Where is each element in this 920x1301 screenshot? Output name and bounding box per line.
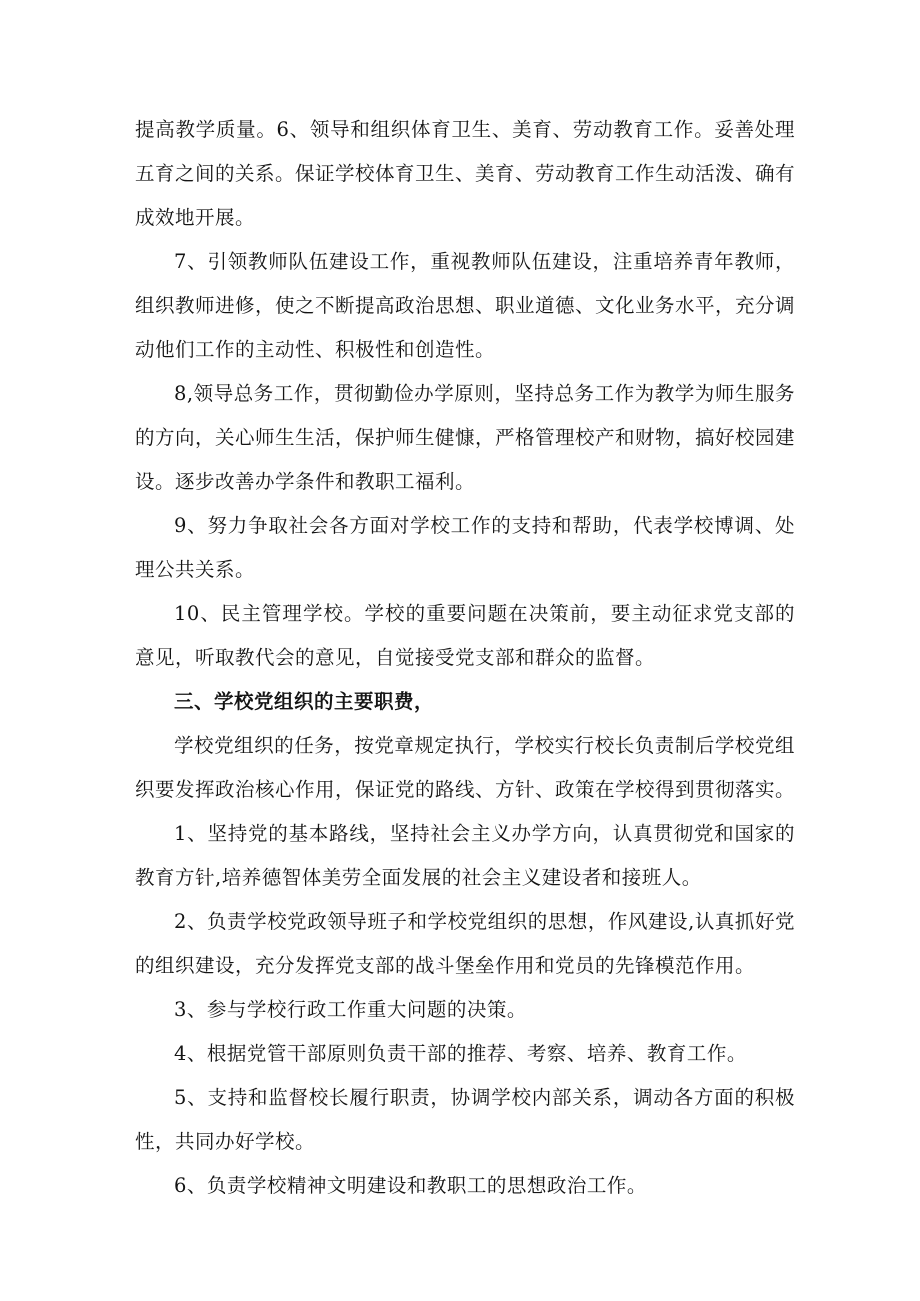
paragraph-party-intro: 学校党组织的任务，按党章规定执行，学校实行校长负责制后学校党组织要发挥政治核心作用，保证党的路线、方针、政策在学校得到贯彻落实。 [135,734,796,801]
paragraph-item-9: 9、努力争取社会各方面对学校工作的支持和帮助，代表学校博调、处理公共关系。 [135,514,795,581]
paragraph-duty-2: 2、负责学校党政领导班子和学校党组织的思想，作风建设,认真抓好党的组织建设，充分发挥党支部的战斗堡垒作用和党员的先锋模范作用。 [135,910,795,977]
paragraph-duty-6: 6、负责学校精神文明建设和教职工的思想政治工作。 [174,1174,647,1197]
paragraph-item-10: 10、民主管理学校。学校的重要问题在决策前，要主动征求党支部的意见，听取教代会的意见，自觉接受党支部和群众的监督。 [135,602,795,669]
paragraph-item-7: 7、引领教师队伍建设工作，重视教师队伍建设，注重培养青年教师，组织教师进修，使之不断提高政治思想、职业道德、文化业务水平，充分调动他们工作的主动性、积极性和创造性。 [135,250,796,361]
paragraph-duty-3: 3、参与学校行政工作重大问题的决策。 [174,998,527,1021]
paragraph-duty-5: 5、支持和监督校长履行职责，协调学校内部关系，调动各方面的积极性，共同办好学校。 [135,1086,795,1153]
document-body [135,108,795,1208]
section-heading-3: 三、学校党组织的主要职费， [174,690,435,713]
paragraph-continuation: 提高教学质量。6、领导和组织体育卫生、美育、劳动教育工作。妥善处理五育之间的关系。保证学校体育卫生、美育、劳动教育工作生动活泼、确有成效地开展。 [135,118,796,229]
paragraph-item-8: 8,领导总务工作，贯彻勤俭办学原则，坚持总务工作为教学为师生服务的方向，关心师生生活，保护师生健慷，严格管理校产和财物，搞好校园建设。逐步改善办学条件和教职工福利。 [135,382,796,493]
paragraph-duty-1: 1、坚持党的基本路线，坚持社会主义办学方向，认真贯彻党和国家的教育方针,培养德智体美劳全面发展的社会主义建设者和接班人。 [135,822,795,889]
paragraph-duty-4: 4、根据党管干部原则负责干部的推荐、考察、培养、教育工作。 [174,1042,747,1065]
